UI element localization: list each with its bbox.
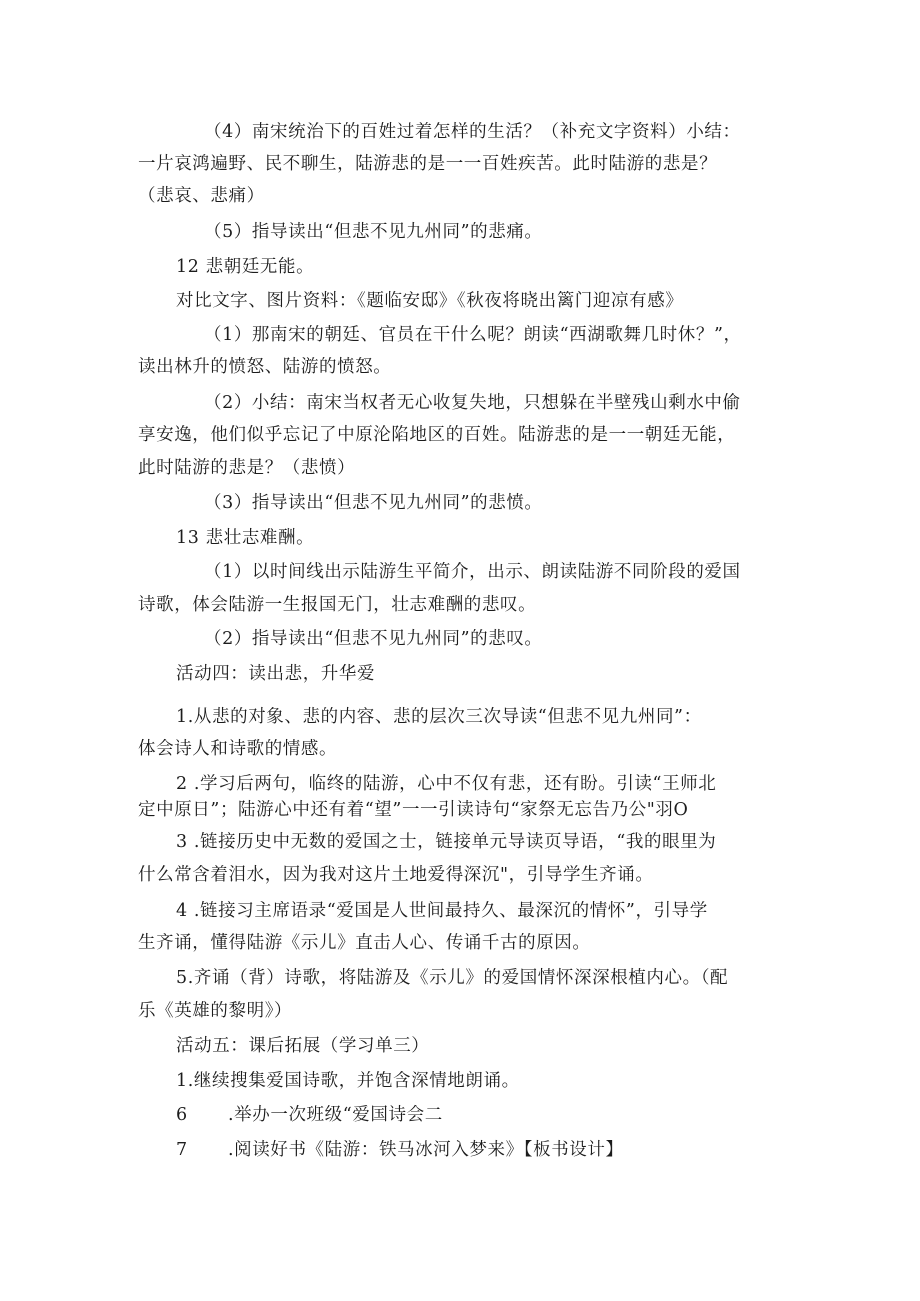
text-line: 4 .链接习主席语录“爱国是人世间最持久、最深沉的情怀”，引导学 <box>176 901 708 921</box>
text-line: 5.齐诵（背）诗歌，将陆游及《示儿》的爱国情怀深深根植内心。（配 <box>176 968 729 988</box>
text-line: 定中原日”；陆游心中还有着“望”一一引读诗句“家祭无忘告乃公"羽O <box>138 800 689 820</box>
list-item <box>176 1139 624 1161</box>
text-line: （1）以时间线出示陆游生平简介，出示、朗读陆游不同阶段的爱国 <box>204 562 741 582</box>
text-line: 什么常含着泪水，因为我对这片土地爱得深沉"，引导学生齐诵。 <box>138 865 654 885</box>
list-item <box>176 1104 443 1126</box>
text-line: 13 悲壮志难酬。 <box>176 528 315 548</box>
text-line: 3 .链接历史中无数的爱国之士，链接单元导读页导语，“我的眼里为 <box>176 832 717 852</box>
text-line: 1.从悲的对象、悲的内容、悲的层次三次导读“但悲不见九州同”： <box>176 707 702 727</box>
text-line: （4）南宋统治下的百姓过着怎样的生活？（补充文字资料）小结： <box>204 122 741 142</box>
text-line: 活动五：课后拓展（学习单三） <box>176 1036 430 1056</box>
text-line: 1.继续搜集爱国诗歌，并饱含深情地朗诵。 <box>176 1071 520 1091</box>
text-line: 2 .学习后两句，临终的陆游，心中不仅有悲，还有盼。引读“王师北 <box>176 774 717 794</box>
text-line: （2）指导读出“但悲不见九州同”的悲叹。 <box>204 629 543 649</box>
text-line: 一片哀鸿遍野、民不聊生，陆游悲的是一一百姓疾苦。此时陆游的悲是？ <box>138 154 718 174</box>
list-number: 6 <box>176 1105 188 1125</box>
text-line: 读出林升的愤怒、陆游的愤怒。 <box>138 357 392 377</box>
text-line: 此时陆游的悲是？（悲愤） <box>138 458 356 478</box>
text-line: 乐《英雄的黎明》） <box>138 1001 293 1021</box>
list-text: .举办一次班级“爱国诗会二 <box>228 1105 443 1125</box>
list-number: 7 <box>176 1140 188 1160</box>
list-text: .阅读好书《陆游：铁马冰河入梦来》【板书设计】 <box>228 1140 624 1160</box>
text-line: 12 悲朝廷无能。 <box>176 257 315 277</box>
text-line: （悲哀、悲痛） <box>138 186 265 206</box>
text-line: 享安逸，他们似乎忘记了中原沦陷地区的百姓。陆游悲的是一一朝廷无能， <box>138 425 736 445</box>
text-line: 体会诗人和诗歌的情感。 <box>138 739 338 759</box>
text-line: 诗歌，体会陆游一生报国无门，壮志难酬的悲叹。 <box>138 595 537 615</box>
text-line: （1）那南宋的朝廷、官员在干什么呢？朗读“西湖歌舞几时休？”， <box>204 325 742 345</box>
text-line: 生齐诵，懂得陆游《示儿》直击人心、传诵千古的原因。 <box>138 933 591 953</box>
text-line: （3）指导读出“但悲不见九州同”的悲愤。 <box>204 493 543 513</box>
text-line: 活动四：读出悲，升华爱 <box>176 664 376 684</box>
text-line: 对比文字、图片资料：《题临安邸》《秋夜将晓出篱门迎凉有感》 <box>176 291 684 311</box>
text-line: （2）小结：南宋当权者无心收复失地，只想躲在半壁残山剩水中偷 <box>204 393 741 413</box>
text-line: （5）指导读出“但悲不见九州同”的悲痛。 <box>204 222 543 242</box>
